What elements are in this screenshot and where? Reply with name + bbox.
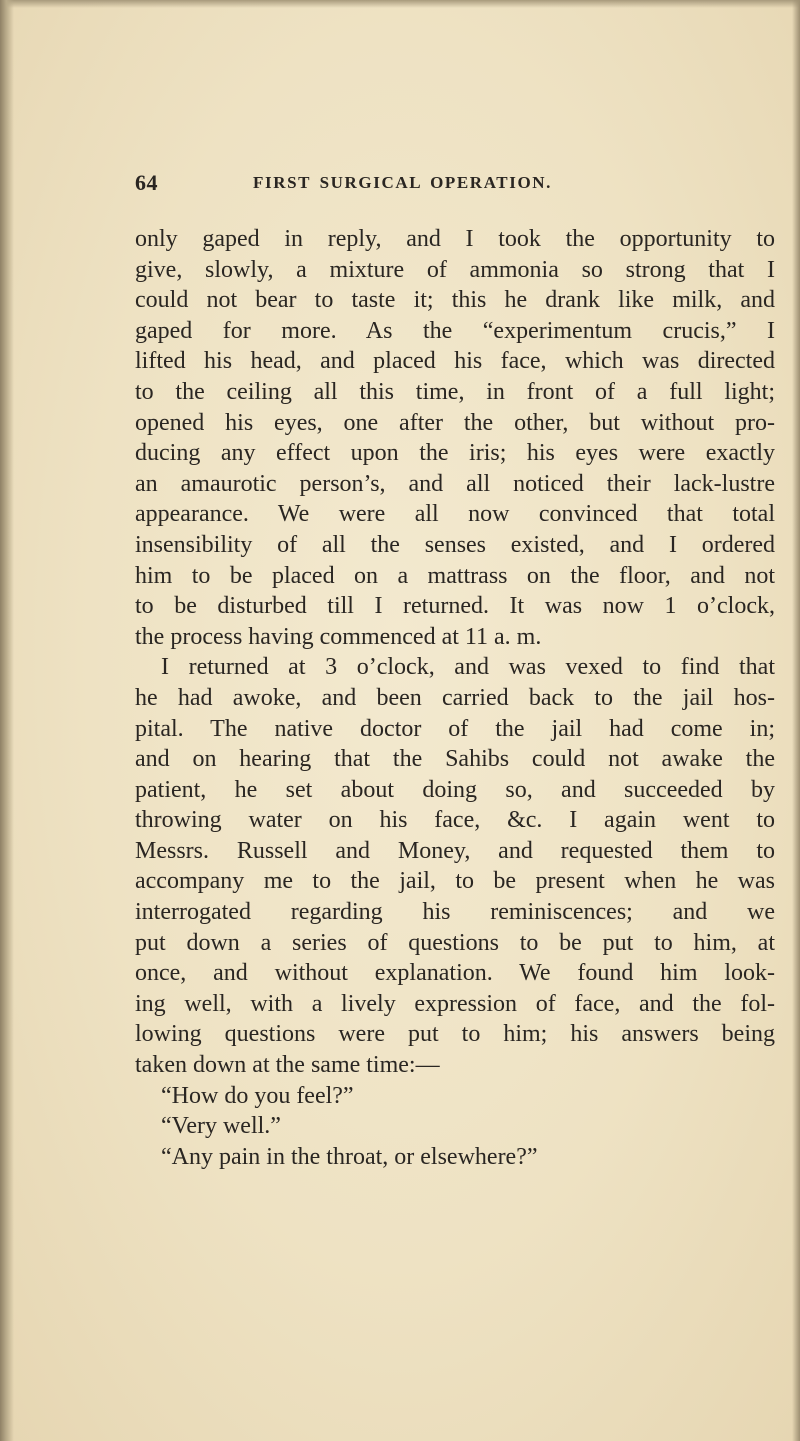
running-head: FIRST SURGICAL OPERATION. <box>253 173 553 192</box>
text-line: ing well, with a lively expression of face, and the fol- <box>135 990 775 1017</box>
text-line: put down a series of questions to be put to him, at <box>135 929 775 956</box>
text-line: once, and without explanation. We found him look- <box>135 960 775 987</box>
text-line: only gaped in reply, and I took the opportunity to <box>135 226 775 252</box>
text-line: lowing questions were put to him; his answers being <box>135 1021 775 1048</box>
text-line: an amaurotic person’s, and all noticed their lack-lustre <box>135 470 775 497</box>
text-line: ducing any effect upon the iris; his eyes were exactly <box>135 440 775 467</box>
text-line: give, slowly, a mixture of ammonia so strong that I <box>135 256 775 283</box>
text-line: to be disturbed till I returned. It was now 1 o’clock, <box>135 593 775 620</box>
quote-line: “Very well.” <box>161 1113 281 1140</box>
body-text <box>135 224 775 1172</box>
quote-line: “Any pain in the throat, or elsewhere?” <box>161 1143 538 1170</box>
text-line: Messrs. Russell and Money, and requested them to <box>135 837 775 864</box>
text-line: him to be placed on a mattrass on the floor, and not <box>135 562 775 589</box>
text-line: patient, he set about doing so, and succeeded by <box>135 776 775 803</box>
page-header <box>135 170 735 196</box>
text-line: taken down at the same time:— <box>135 1052 440 1079</box>
text-line: to the ceiling all this time, in front of a full light; <box>135 378 775 405</box>
text-line: the process having commenced at 11 a. m. <box>135 623 542 650</box>
text-line: pital. The native doctor of the jail had come in; <box>135 715 775 742</box>
text-line: gaped for more. As the “experimentum crucis,” I <box>135 317 775 344</box>
text-line: and on hearing that the Sahibs could not awake the <box>135 746 775 773</box>
page-top-edge <box>0 0 800 8</box>
text-line: appearance. We were all now convinced that total <box>135 501 775 528</box>
text-line: he had awoke, and been carried back to the jail hos- <box>135 684 775 711</box>
page-binding-edge <box>0 0 14 1441</box>
text-line: could not bear to taste it; this he drank like milk, and <box>135 287 775 314</box>
text-line: throwing water on his face, &c. I again went to <box>135 807 775 834</box>
text-line: interrogated regarding his reminiscences; and we <box>135 899 775 926</box>
text-line: I returned at 3 o’clock, and was vexed to find that <box>161 654 775 681</box>
quote-line: “How do you feel?” <box>161 1082 354 1109</box>
text-line: lifted his head, and placed his face, which was directed <box>135 348 775 375</box>
text-line: accompany me to the jail, to be present when he was <box>135 868 775 895</box>
page-right-edge <box>792 0 800 1441</box>
text-line: insensibility of all the senses existed, and I ordered <box>135 531 775 558</box>
page-number: 64 <box>135 170 158 195</box>
text-line: opened his eyes, one after the other, but without pro- <box>135 409 775 436</box>
